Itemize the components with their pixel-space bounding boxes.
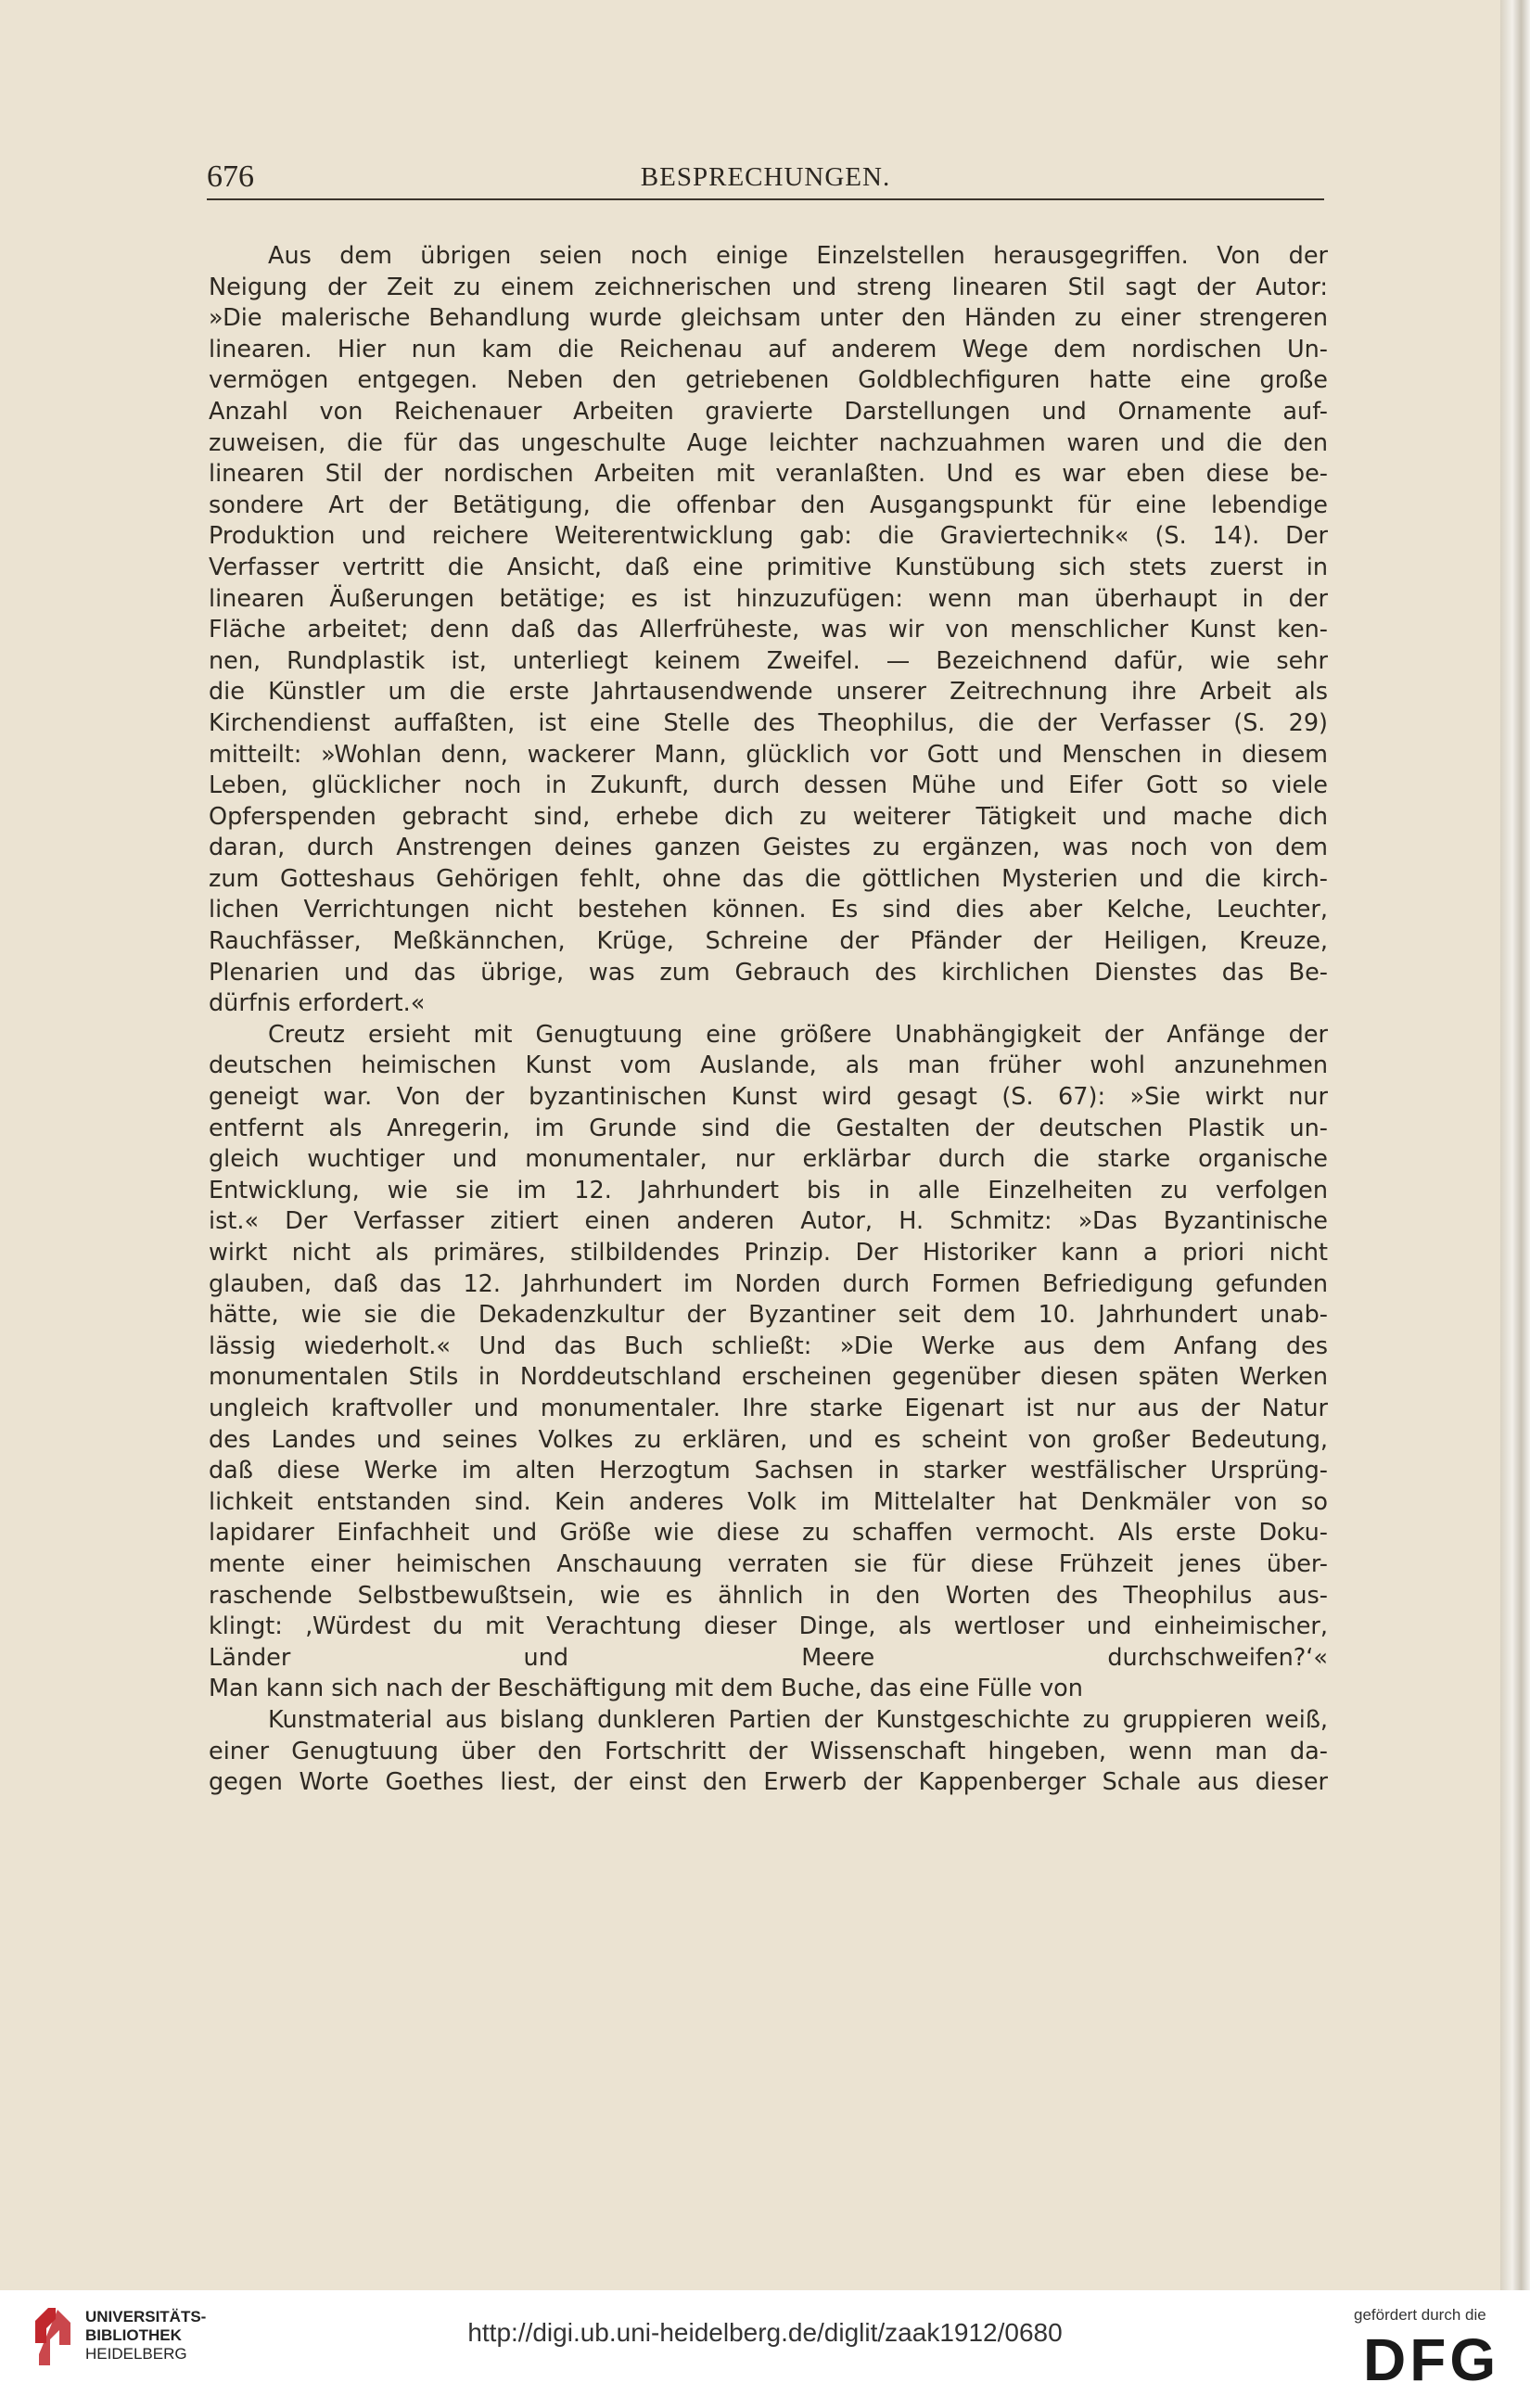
text-line: Kirchendienst auffaßten, ist eine Stelle des Theophilus, die der Verfasser (S. 29) <box>209 708 1328 737</box>
text-line: linearen Äußerungen betätige; es ist hinzuzufügen: wenn man überhaupt in der <box>209 584 1328 613</box>
running-head: BESPRECHUNGEN. <box>640 162 891 192</box>
text-line: daß diese Werke im alten Herzogtum Sachsen in starker westfälischer Ursprüng- <box>209 1457 1328 1485</box>
page-header <box>207 159 1324 200</box>
institution-line: HEIDELBERG <box>85 2345 187 2363</box>
body-text <box>209 241 1328 1829</box>
text-line: Opferspenden gebracht sind, erhebe dich zu weiterer Tätigkeit und mache dich <box>209 802 1328 831</box>
text-line: dürfnis erfordert.« <box>209 989 426 1018</box>
text-line: die Künstler um die erste Jahrtausendwende unserer Zeitrechnung ihre Arbeit als <box>209 678 1328 707</box>
institution-line: UNIVERSITÄTS- <box>85 2308 207 2325</box>
text-line: Entwicklung, wie sie im 12. Jahrhundert bis in alle Einzelheiten zu verfolgen <box>209 1176 1328 1204</box>
text-line: lichen Verrichtungen nicht bestehen können. Es sind dies aber Kelche, Leuchter, <box>209 896 1328 924</box>
text-line: mente einer heimischen Anschauung verraten sie für diese Frühzeit jenes über- <box>209 1549 1328 1578</box>
permalink-url[interactable]: http://digi.ub.uni-heidelberg.de/diglit/zaak1912/0680 <box>467 2318 1063 2347</box>
text-line: gegen Worte Goethes liest, der einst den Erwerb der Kappenberger Schale aus dieser <box>209 1768 1328 1797</box>
text-line: vermögen entgegen. Neben den getriebenen Goldblechfiguren hatte eine große <box>209 366 1328 395</box>
text-line: linearen Stil der nordischen Arbeiten mit veranlaßten. Und es war eben diese be- <box>209 460 1328 489</box>
text-line: Fläche arbeitet; denn daß das Allerfrüheste, was wir von menschlicher Kunst ken- <box>209 616 1328 644</box>
text-line: zum Gotteshaus Gehörigen fehlt, ohne das die göttlichen Mysterien und die kirch- <box>209 864 1328 893</box>
text-line: zuweisen, die für das ungeschulte Auge leichter nachzuahmen waren und die den <box>209 428 1328 457</box>
text-line: Creutz ersieht mit Genugtuung eine größere Unabhängigkeit der Anfänge der <box>268 1020 1328 1049</box>
page-edge <box>1500 0 1530 2290</box>
text-line: gleich wuchtiger und monumentaler, nur erklärbar durch die starke organische <box>209 1145 1328 1174</box>
dfg-logo: DFG <box>1363 2326 1500 2393</box>
text-line: wirkt nicht als primäres, stilbildendes Prinzip. Der Historiker kann a priori nicht <box>209 1239 1328 1267</box>
page-number: 676 <box>207 159 254 194</box>
text-line: glauben, daß das 12. Jahrhundert im Norden durch Formen Befriedigung gefunden <box>209 1269 1328 1298</box>
text-line: »Die malerische Behandlung wurde gleichsam unter den Händen zu einer strengeren <box>209 304 1328 333</box>
text-line: lapidarer Einfachheit und Größe wie diese zu schaffen vermocht. Als erste Doku- <box>209 1519 1328 1548</box>
text-line: Produktion und reichere Weiterentwicklung gab: die Graviertechnik« (S. 14). Der <box>209 522 1328 551</box>
text-line: Länder und Meere durchschweifen?‘« <box>209 1643 1328 1672</box>
text-line: Aus dem übrigen seien noch einige Einzelstellen herausgegriffen. Von der <box>268 242 1328 270</box>
text-line: Man kann sich nach der Beschäftigung mit dem Buche, das eine Fülle von <box>209 1675 1083 1703</box>
text-line: sondere Art der Betätigung, die offenbar den Ausgangspunkt für eine lebendige <box>209 491 1328 519</box>
text-line: hätte, wie sie die Dekadenzkultur der Byzantiner seit dem 10. Jahrhundert unab- <box>209 1301 1328 1330</box>
text-line: lässig wiederholt.« Und das Buch schließt: »Die Werke aus dem Anfang des <box>209 1331 1328 1360</box>
institution-line: BIBLIOTHEK <box>85 2326 182 2344</box>
text-line: mitteilt: »Wohlan denn, wackerer Mann, glücklich vor Gott und Menschen in diesem <box>209 740 1328 769</box>
text-line: monumentalen Stils in Norddeutschland erscheinen gegenüber diesen späten Werken <box>209 1363 1328 1392</box>
text-line: Leben, glücklicher noch in Zukunft, durch dessen Mühe und Eifer Gott so viele <box>209 771 1328 800</box>
text-line: lichkeit entstanden sind. Kein anderes Volk im Mittelalter hat Denkmäler von so <box>209 1487 1328 1516</box>
text-line: klingt: ‚Würdest du mit Verachtung dieser Dinge, als wertloser und einheimischer, <box>209 1612 1328 1641</box>
text-line: einer Genugtuung über den Fortschritt der Wissenschaft hingeben, wenn man da- <box>209 1737 1328 1765</box>
text-line: ist.« Der Verfasser zitiert einen anderen Autor, H. Schmitz: »Das Byzantinische <box>209 1207 1328 1236</box>
viewer-footer <box>0 2290 1530 2408</box>
text-line: deutschen heimischen Kunst vom Auslande, als man früher wohl anzunehmen <box>209 1051 1328 1080</box>
text-line <box>209 1799 1328 1830</box>
text-line: geneigt war. Von der byzantinischen Kunst wird gesagt (S. 67): »Sie wirkt nur <box>209 1083 1328 1112</box>
text-line: linearen. Hier nun kam die Reichenau auf anderem Wege dem nordischen Un- <box>209 335 1328 363</box>
text-line: ungleich kraftvoller und monumentaler. Ihre starke Eigenart ist nur aus der Natur <box>209 1394 1328 1422</box>
text-line: nen, Rundplastik ist, unterliegt keinem Zweifel. — Bezeichnend dafür, wie sehr <box>209 646 1328 675</box>
text-line: Verfasser vertritt die Ansicht, daß eine primitive Kunstübung sich stets zuerst in <box>209 553 1328 581</box>
text-line: daran, durch Anstrengen deines ganzen Geistes zu ergänzen, was noch von dem <box>209 834 1328 862</box>
text-line: Rauchfässer, Meßkännchen, Krüge, Schreine der Pfänder der Heiligen, Kreuze, <box>209 927 1328 956</box>
text-line: entfernt als Anregerin, im Grunde sind die Gestalten der deutschen Plastik un- <box>209 1114 1328 1142</box>
text-line: Plenarien und das übrige, was zum Gebrauch des kirchlichen Dienstes das Be- <box>209 958 1328 987</box>
text-line: des Landes und seines Volkes zu erklären, und es scheint von großer Bedeutung, <box>209 1425 1328 1454</box>
funded-by-label: gefördert durch die <box>1354 2306 1486 2324</box>
text-line: Kunstmaterial aus bislang dunkleren Partien der Kunstgeschichte zu gruppieren weiß, <box>268 1705 1328 1734</box>
text-line: Neigung der Zeit zu einem zeichnerischen und streng linearen Stil sagt der Autor: <box>209 273 1328 301</box>
text-line: raschende Selbstbewußtsein, wie es ähnlich in den Worten des Theophilus aus- <box>209 1581 1328 1610</box>
text-line: Anzahl von Reichenauer Arbeiten gravierte Darstellungen und Ornamente auf- <box>209 397 1328 426</box>
